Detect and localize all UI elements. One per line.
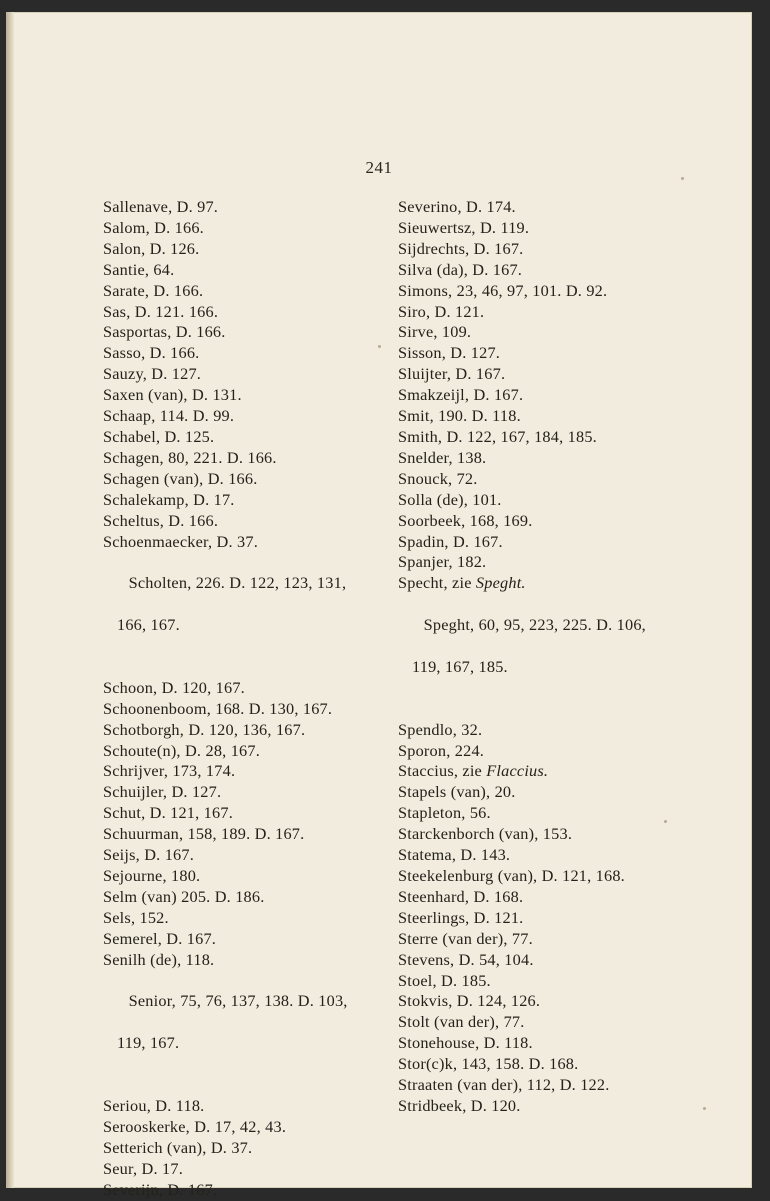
index-entry xyxy=(398,573,698,594)
index-entry: Schrijver, 173, 174. xyxy=(103,761,236,781)
index-entry: Seur, D. 17. xyxy=(103,1158,183,1178)
index-entry-line: Scholten, 226. D. 122, 123, 131, xyxy=(128,573,347,593)
index-entry: Seriou, D. 118. xyxy=(103,1095,205,1115)
index-entry: Stridbeek, D. 120. xyxy=(398,1095,521,1115)
index-entry: Soorbeek, 168, 169. xyxy=(398,510,533,530)
index-entry: Schoute(n), D. 28, 167. xyxy=(103,740,260,760)
index-entry: Stolt (van der), 77. xyxy=(398,1012,525,1032)
index-entry: Spadin, D. 167. xyxy=(398,531,503,551)
index-entry: Stonehouse, D. 118. xyxy=(398,1033,533,1053)
index-entry: Sluijter, D. 167. xyxy=(398,364,506,384)
index-entry: Stapels (van), 20. xyxy=(398,782,516,802)
index-entry-continuation: 119, 167. xyxy=(117,1033,180,1053)
index-entry: Snouck, 72. xyxy=(398,468,478,488)
index-entry-continuation: 119, 167, 185. xyxy=(412,656,508,676)
index-entry: Schotborgh, D. 120, 136, 167. xyxy=(103,719,306,739)
page-gutter xyxy=(6,12,14,1188)
index-entry: Sirve, 109. xyxy=(398,322,472,342)
index-entry: Steenhard, D. 168. xyxy=(398,886,524,906)
index-entry: Schuurman, 158, 189. D. 167. xyxy=(103,824,305,844)
cross-reference: Flaccius. xyxy=(486,761,549,781)
index-entry: Siro, D. 121. xyxy=(398,301,485,321)
index-entry: Setterich (van), D. 37. xyxy=(103,1137,253,1157)
index-entry-text: Staccius, zie xyxy=(398,761,482,781)
index-entry: Saxen (van), D. 131. xyxy=(103,385,242,405)
index-entry: Schut, D. 121, 167. xyxy=(103,803,233,823)
paper-speck xyxy=(664,820,667,823)
index-entry: Sterre (van der), 77. xyxy=(398,928,533,948)
index-entry: Stapleton, 56. xyxy=(398,803,491,823)
index-entry xyxy=(398,594,698,719)
index-entry: Solla (de), 101. xyxy=(398,489,502,509)
index-entry: Schaap, 114. D. 99. xyxy=(103,406,235,426)
index-entry: Spanjer, 182. xyxy=(398,552,487,572)
index-entry: Severino, D. 174. xyxy=(398,197,516,216)
index-entry: Schagen, 80, 221. D. 166. xyxy=(103,447,277,467)
index-entry: Sas, D. 121. 166. xyxy=(103,301,219,321)
index-entry xyxy=(398,761,698,782)
index-entry: Smith, D. 122, 167, 184, 185. xyxy=(398,426,597,446)
index-entry: Schoon, D. 120, 167. xyxy=(103,677,245,697)
index-entry: Sejourne, 180. xyxy=(103,866,201,885)
index-entry: Sallenave, D. 97. xyxy=(103,197,219,216)
index-entry: Schuijler, D. 127. xyxy=(103,782,222,802)
index-entry-line: Speght, 60, 95, 223, 225. D. 106, xyxy=(423,615,646,635)
index-entry: Schoenmaecker, D. 37. xyxy=(103,531,258,551)
index-entry: Straaten (van der), 112, D. 122. xyxy=(398,1075,610,1095)
index-entry: Stevens, D. 54, 104. xyxy=(398,949,534,969)
index-entry: Starckenborch (van), 153. xyxy=(398,824,573,844)
index-entry: Sarate, D. 166. xyxy=(103,280,204,300)
index-entry: Salom, D. 166. xyxy=(103,217,204,237)
index-entry-text: Specht, zie xyxy=(398,573,472,593)
index-entry: Stor(c)k, 143, 158. D. 168. xyxy=(398,1054,579,1074)
index-entry: Schabel, D. 125. xyxy=(103,426,215,446)
index-entry: Santie, 64. xyxy=(103,259,175,279)
paper-speck xyxy=(378,345,381,348)
index-entry: Schalekamp, D. 17. xyxy=(103,489,235,509)
index-entry: Stokvis, D. 124, 126. xyxy=(398,991,541,1011)
index-entry: Selm (van) 205. D. 186. xyxy=(103,886,265,906)
paper-speck xyxy=(703,1107,706,1110)
cross-reference: Speght. xyxy=(475,573,526,593)
index-entry: Serooskerke, D. 17, 42, 43. xyxy=(103,1116,287,1136)
index-entry xyxy=(103,552,393,677)
index-entry: Sasso, D. 166. xyxy=(103,343,200,363)
index-entry: Snelder, 138. xyxy=(398,447,487,467)
index-entry: Severijn, D. 167. xyxy=(103,1179,218,1199)
index-entry: Statema, D. 143. xyxy=(398,845,511,865)
index-entry: Sels, 152. xyxy=(103,907,169,927)
index-entry: Spendlo, 32. xyxy=(398,719,483,739)
index-entry: Sasportas, D. 166. xyxy=(103,322,226,342)
index-entry-continuation: 166, 167. xyxy=(117,615,180,635)
index-entry xyxy=(103,971,393,1096)
index-entry: Schagen (van), D. 166. xyxy=(103,468,258,488)
index-entry: Seijs, D. 167. xyxy=(103,845,194,865)
index-entry: Smit, 190. D. 118. xyxy=(398,406,521,426)
index-entry: Stoel, D. 185. xyxy=(398,970,491,990)
index-entry: Sauzy, D. 127. xyxy=(103,364,202,384)
index-entry: Simons, 23, 46, 97, 101. D. 92. xyxy=(398,280,608,300)
index-column-left xyxy=(103,197,393,1201)
index-entry: Steekelenburg (van), D. 121, 168. xyxy=(398,866,625,885)
index-entry: Sieuwertsz, D. 119. xyxy=(398,217,530,237)
book-page xyxy=(6,12,752,1199)
index-entry: Sijdrechts, D. 167. xyxy=(398,238,524,258)
index-entry: Steerlings, D. 121. xyxy=(398,907,524,927)
paper-speck xyxy=(681,177,684,180)
page-number: 241 xyxy=(365,158,393,177)
index-entry: Scheltus, D. 166. xyxy=(103,510,219,530)
index-column-right xyxy=(398,197,698,1117)
index-entry: Salon, D. 126. xyxy=(103,238,200,258)
index-entry: Silva (da), D. 167. xyxy=(398,259,523,279)
index-entry: Sisson, D. 127. xyxy=(398,343,501,363)
index-entry-line: Senior, 75, 76, 137, 138. D. 103, xyxy=(128,991,348,1011)
index-entry: Senilh (de), 118. xyxy=(103,949,215,969)
index-entry: Sporon, 224. xyxy=(398,740,485,760)
index-entry: Smakzeijl, D. 167. xyxy=(398,385,524,405)
index-entry: Semerel, D. 167. xyxy=(103,928,217,948)
index-entry: Schoonenboom, 168. D. 130, 167. xyxy=(103,698,333,718)
